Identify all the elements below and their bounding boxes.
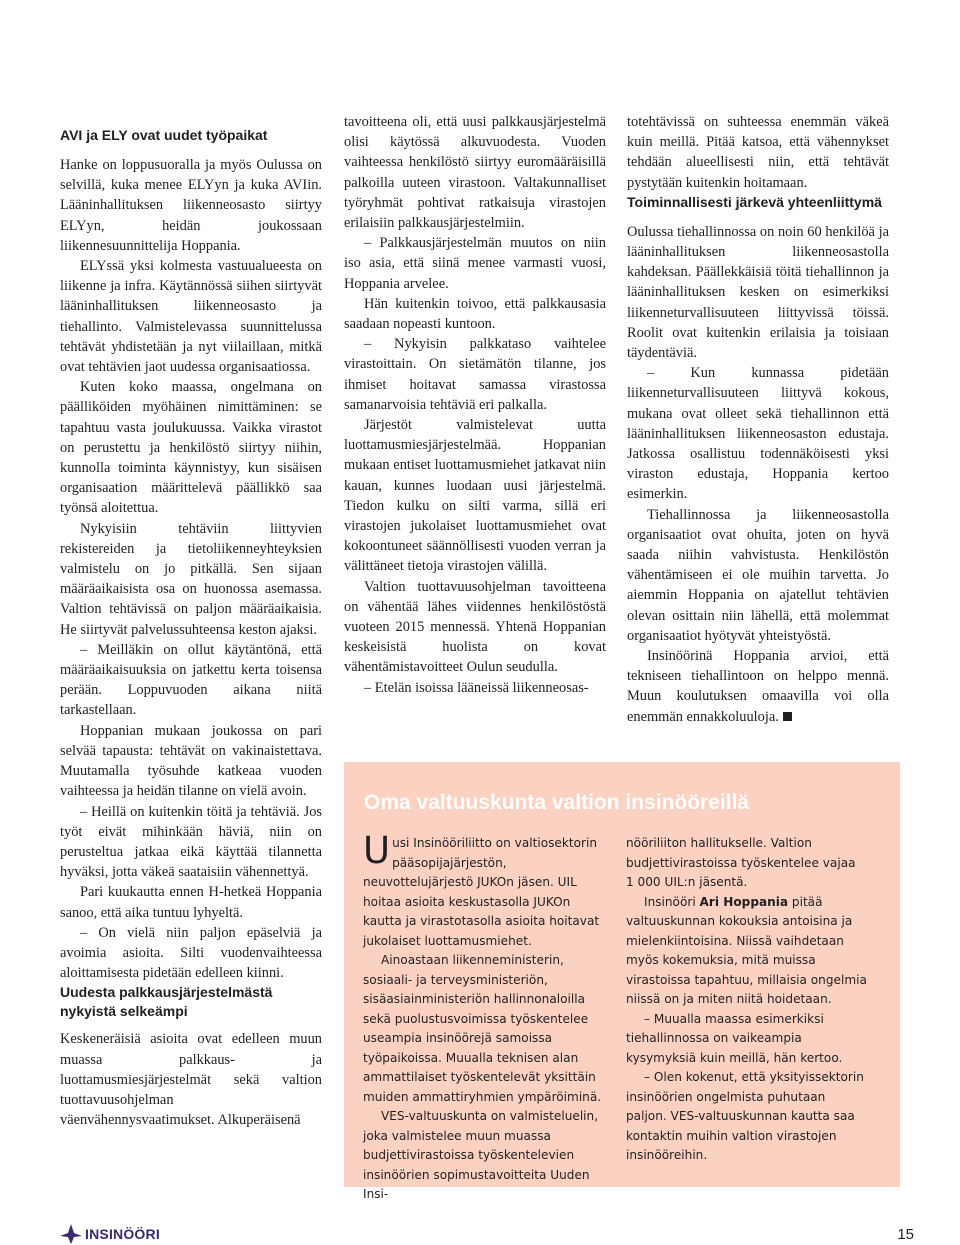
paragraph: – Heillä on kuitenkin töitä ja tehtäviä. Jos työt eivät mihinkään häviä, niin on perusteltua jatkaa eikä käyttää tilannetta hyväksi, jotta väkeä saataisiin vähennettyä. [60, 803, 322, 881]
sidebar-box [344, 762, 900, 1201]
paragraph [626, 893, 867, 1010]
paragraph: – Kun kunnassa pidetään liikenneturvallisuuteen liittyvä kokous, mukana ovat olleet sekä tiehallinnon että lääninhallituksen liikenneosaston edustaja. Jatkossa osallistuu todennäköisesti yksi viraston edustaja, Hoppania kertoo esimerkin. [627, 365, 889, 503]
paragraph: Järjestöt valmistelevat uutta luottamusmiesjärjestelmää. Hoppanian mukaan entiset luottamusmiehet jatkavat niin kauan, kunnes luodaan uusi järjestelmä. Tiedon kulku on silti varma, sillä eri virastojen jukolaiset luottamusmiehet ovat kokoontuneet säännöllisesti vuoden verran ja välittäneet tietoja virastojen välillä. [344, 417, 606, 575]
paragraph: VES-valtuuskunta on valmisteluelin, joka valmistelee muun muassa budjettivirastoissa työskentelevien insinöörien sopimustavoitteita Uuden Insi- [363, 1109, 599, 1201]
paragraph: – Nykyisin palkkataso vaihtelee virastoittain. On sietämätön tilanne, jos ihmiset hoitavat samassa virastossa samanarvoisia tehtäviä eri palkalla. [344, 336, 606, 413]
paragraph: Pari kuukautta ennen H-hetkeä Hoppania sanoo, että aika tuntuu lyhyeltä. [60, 884, 322, 921]
article-column-3 [627, 112, 889, 727]
paragraph: Ainoastaan liikenneministerin, sosiaali- ja terveysministeriön, sisäasiainministeriön hallinnonaloilla sekä puolustusvoimissa työskentelee useampia insinöörejä samoissa työpaikoissa. Muualla teknisen alan ammattilaiset työskentelevät yksittäin muiden ammattiryhmien ympäröiminä. [363, 953, 602, 1104]
article-column-2 [344, 112, 606, 698]
drop-cap: U [363, 829, 391, 872]
logo-mark-icon [60, 1224, 82, 1244]
page-number: 15 [897, 1226, 914, 1243]
paragraph: Kuten koko maassa, ongelmana on päälliköiden myöhäinen nimittäminen: se tapahtuu vasta joulukuussa. Vaikka virastot on perustettu ja henkilöstö siirtyy niihin, kunnolla toiminta käynnistyy, kun sisäisen organisaation määrittelevä päällikkö saa työnsä aloitettua. [60, 379, 322, 517]
paragraph: Hän kuitenkin toivoo, että palkkausasia saadaan nopeasti kuntoon. [344, 295, 606, 333]
paragraph: Hanke on loppusuoralla ja myös Oulussa on selvillä, kuka menee ELYyn ja kuka AVIin. Lääninhallituksen liikenneosasto siirtyy ELYyn, heidän joukossaan liikennesuunnittelija Hoppania. [60, 157, 322, 254]
magazine-logo [60, 1224, 160, 1244]
person-name: Ari Hoppania [699, 894, 789, 909]
paragraph: – On vielä niin paljon epäselviä ja avoimia asioita. Silti vuodenvaihteessa aloittamisesta pidetään edelleen kiinni. [60, 924, 322, 982]
paragraph: – Olen kokenut, että yksityissektorin insinöörien ongelmista puhutaan paljon. VES-valtuuskunnan kautta saa kontaktin muihin valtion virastojen insinööreihin. [626, 1070, 864, 1162]
paragraph: tavoitteena oli, että uusi palkkausjärjestelmä olisi käytössä alkuvuodesta. Vuoden vaihteessa henkilöstö siirtyy euromääräisillä palkoilla uuteen virastoon. Valtakunnalliset työryhmät pohtivat ratkaisuja virastojen erilaisiin palkkausjärjestelmiin. [344, 114, 606, 232]
paragraph: totehtävissä on suhteessa enemmän väkeä kuin meillä. Pitää katsoa, että vähennykset tehdään alueellisesti niin, että tehtävät pystytään kuitenkin hoitamaan. [627, 114, 889, 191]
logo-text: INSINÖÖRI [85, 1226, 160, 1242]
paragraph [627, 646, 889, 727]
paragraph: – Muualla maassa esimerkiksi tiehallinnossa on vaikeampia kysymyksiä kuin meillä, hän kertoo. [626, 1011, 843, 1065]
section-heading: Uudesta palkkausjärjestelmästä nykyistä selkeämpi [60, 984, 273, 1020]
paragraph: Keskeneräisiä asioita ovat edelleen muun muassa palkkaus- ja luottamusmiesjärjestelmät sekä valtion tuottavuusohjelman väenvähennysvaatimukset. Alkuperäisenä [60, 1031, 322, 1129]
article-column-1 [60, 126, 322, 1130]
box-title: Oma valtuuskunta valtion insinööreillä [364, 791, 750, 814]
paragraph: – Meilläkin on ollut käytäntönä, että määräaikaisuuksia on jatkettu kerta toisensa perään. Loppuvuoden aikana niitä tarkastellaan. [60, 641, 322, 719]
paragraph: nööriliiton hallitukselle. Valtion budjettivirastoissa työskentelee vajaa 1 000 UIL:n jäsentä. [626, 836, 856, 889]
box-column-2 [626, 834, 867, 1166]
paragraph-text: Insinöörinä Hoppania arvioi, että tekniseen tiehallintoon on helppo mennä. Muun koulutuksen omaavilla voi olla enemmän ennakkoluuloja. [627, 648, 889, 725]
paragraph-text: usi Insinööriliitto on valtiosektorin pääsopijajärjestön, neuvottelujärjestö JUKOn jäsen. UIL hoitaa asioita keskustasolla JUKOn kautta ja virastotasolla asioita hoitavat jukolaiset luottamusmiehet. [363, 836, 600, 948]
paragraph [363, 829, 604, 951]
paragraph-text: Insinööri [644, 894, 700, 909]
section-heading: Toiminnallisesti järkevä yhteenliittymä [627, 193, 882, 210]
paragraph-text: pitää valtuuskunnan kokouksia antoisina ja mielenkiintoisina. Niissä vaihdetaan myös kokemuksia, mitä muissa virastoissa tapahtuu, millaisia ongelmia niissä on ja miten niitä hoidetaan. [626, 894, 867, 1006]
paragraph: – Palkkausjärjestelmän muutos on niin iso asia, että siinä menee varmasti vuosi, Hoppania arvelee. [344, 235, 606, 292]
paragraph: Oulussa tiehallinnossa on noin 60 henkilöä ja lääninhallituksen liikenneosastolla kahdeksan. Päällekkäisiä töitä tiehallinnon ja lääninhallituksen kesken on esimerkiksi liikenneturvallisuuteen liittyvissä töissä. Roolit ovat kuitenkin erilaisia ja toisiaan täydentäviä. [627, 223, 889, 362]
paragraph: – Etelän isoissa lääneissä liikenneosas- [364, 679, 589, 696]
section-heading: AVI ja ELY ovat uudet työpaikat [60, 127, 268, 143]
paragraph: Nykyisiin tehtäviin liittyvien rekistereiden ja tietoliikenneyhteyksien valmistelu on jo pitkällä. Sen sijaan määräaikaisista osa on huonossa asemassa. Valtion tehtävissä on paljon määräaikaisia. He siirtyvät palvelussuhteensa keston ajaksi. [60, 520, 322, 638]
paragraph: Hoppanian mukaan joukossa on pari selvää tapausta: tehtävät on vakinaistettava. Muutamalla työsuhde katkeaa vuoden vaihteessa ja heidän tilanne on vielä avoin. [60, 722, 322, 800]
end-mark [783, 712, 792, 721]
box-column-1 [363, 829, 604, 1205]
paragraph: Tiehallinnossa ja liikenneosastolla organisaatiot ovat ohuita, joten on hyvä saada niihin vahvistusta. Henkilöstön vähentämiseen ei ole muihin tarvetta. Jo aiemmin Hoppania on ajatellut tehtävien olevan osittain niin lähellä, että molemmat organisaatiot hyötyvät yhteistyöstä. [627, 506, 889, 644]
paragraph: Valtion tuottavuusohjelman tavoitteena on vähentää lähes viidennes henkilöstöstä vuoteen 2015 mennessä. Yhtenä Hoppanian keskeisistä huolista on kovat vähentämistavoitteet Oulun seudulla. [344, 578, 606, 676]
paragraph: ELYssä yksi kolmesta vastuualueesta on liikenne ja infra. Käytännössä siihen siirtyvät lääninhallituksen liikenneosasto ja tiehallinto. Valmistelevassa suunnittelussa tehtävät yhdistetään ja nyt viilaillaan, mitkä ovat tehtävien jaot uudessa organisaatiossa. [60, 258, 322, 376]
